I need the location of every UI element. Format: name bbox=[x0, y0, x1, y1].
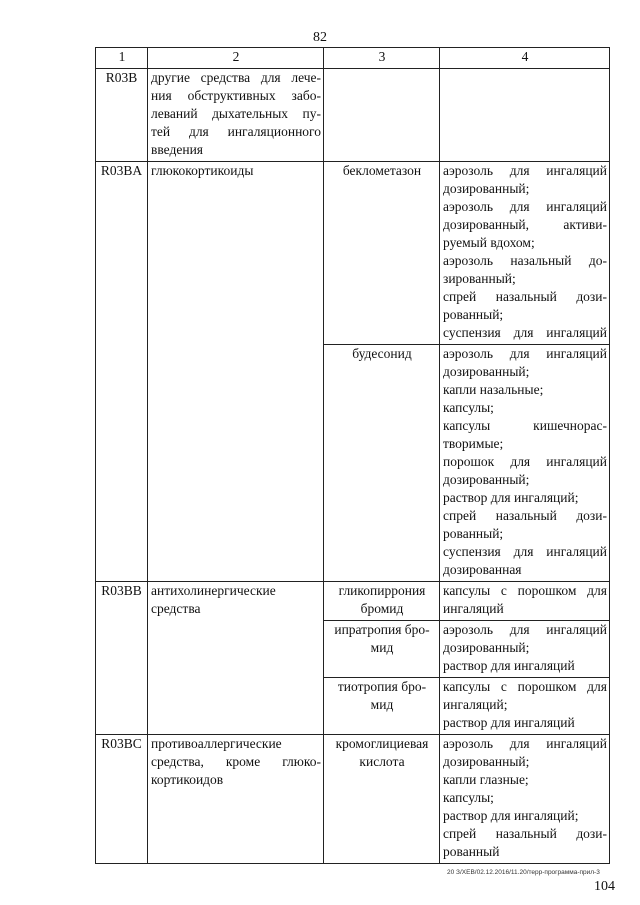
atc-code-cell: R03BB bbox=[96, 582, 148, 735]
table-row bbox=[96, 735, 610, 864]
drug-cell: тиотропия бро- мид bbox=[324, 678, 440, 735]
column-header: 4 bbox=[440, 48, 610, 69]
drug-cell: гликопиррония бромид bbox=[324, 582, 440, 621]
forms-cell bbox=[440, 69, 610, 162]
atc-code-cell: R03BA bbox=[96, 162, 148, 582]
footer-reference: 20 З/ХЕВ/02.12.2016/11.20/терр-программа-прил-3 bbox=[447, 869, 600, 876]
atc-code-cell: R03B bbox=[96, 69, 148, 162]
table-row bbox=[96, 582, 610, 621]
drug-cell: кромоглициевая кислота bbox=[324, 735, 440, 864]
group-cell: антихолинергические средства bbox=[148, 582, 324, 735]
column-header: 2 bbox=[148, 48, 324, 69]
column-header: 3 bbox=[324, 48, 440, 69]
table-row bbox=[96, 69, 610, 162]
forms-cell: капсулы с порошком для ингаляций; раствор для ингаляций bbox=[440, 678, 610, 735]
header-row bbox=[96, 48, 610, 69]
page-number: 82 bbox=[313, 30, 327, 45]
forms-cell: аэрозоль для ингаляций дозированный; капли назальные; капсулы; капсулы кишечнорас- творимые; порошок для ингаляций дозированный; раствор для ингаляций; спрей назальный дози- рованный; суспензия для ингаляций дозированная bbox=[440, 345, 610, 582]
drug-cell bbox=[324, 69, 440, 162]
group-cell: другие средства для лече- ния обструктивных забо- леваний дыхательных пу- тей для ингаляционного введения bbox=[148, 69, 324, 162]
forms-cell: аэрозоль для ингаляций дозированный; капли глазные; капсулы; раствор для ингаляций; спрей назальный дози- рованный bbox=[440, 735, 610, 864]
drug-cell: ипратропия бро- мид bbox=[324, 621, 440, 678]
sheet-number: 104 bbox=[594, 879, 615, 894]
forms-cell: капсулы с порошком для ингаляций bbox=[440, 582, 610, 621]
column-header: 1 bbox=[96, 48, 148, 69]
drug-table bbox=[95, 47, 610, 864]
table-row bbox=[96, 162, 610, 345]
atc-code-cell: R03BC bbox=[96, 735, 148, 864]
drug-cell: будесонид bbox=[324, 345, 440, 582]
forms-cell: аэрозоль для ингаляций дозированный; аэрозоль для ингаляций дозированный, активи- руемый вдохом; аэрозоль назальный до- зированный; спрей назальный дози- рованный; суспензия для ингаляций bbox=[440, 162, 610, 345]
drug-cell: беклометазон bbox=[324, 162, 440, 345]
group-cell: противоаллергические средства, кроме глюко- кортикоидов bbox=[148, 735, 324, 864]
forms-cell: аэрозоль для ингаляций дозированный; раствор для ингаляций bbox=[440, 621, 610, 678]
group-cell: глюкокортикоиды bbox=[148, 162, 324, 582]
